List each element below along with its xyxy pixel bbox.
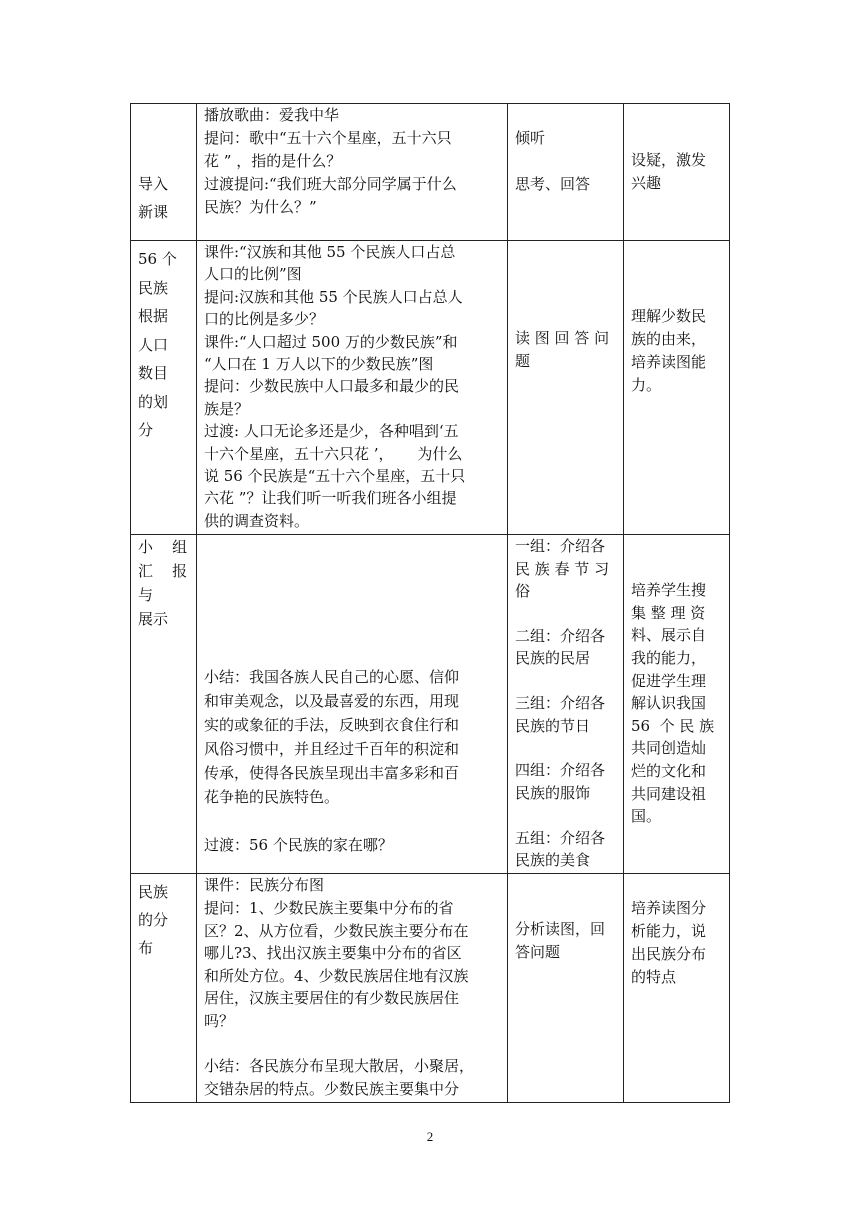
teacher-activity-cell bbox=[197, 874, 508, 1103]
teacher-line: 小结：我国各族人民自己的心愿、信仰 bbox=[204, 668, 460, 687]
student-line: 俗 bbox=[515, 582, 531, 601]
student-line: 倾听 bbox=[515, 129, 546, 147]
student-line: 民族的美食 bbox=[515, 850, 591, 869]
teacher-line: 课件：民族分布图 bbox=[204, 876, 325, 895]
student-line: 一组：介绍各 bbox=[515, 537, 606, 556]
purpose-line: 解认识我国 bbox=[631, 694, 707, 713]
teacher-line: 提问：少数民族中人口最多和最少的民 bbox=[204, 377, 460, 396]
teacher-line: 小结：各民族分布呈现大散居，小聚居， bbox=[204, 1057, 475, 1076]
table-row bbox=[131, 535, 730, 874]
teacher-line: 花争艳的民族特色。 bbox=[204, 788, 340, 807]
stage-line: 小 组 bbox=[138, 538, 188, 557]
purpose-line: 我的能力， bbox=[631, 649, 707, 668]
table-row bbox=[131, 104, 730, 241]
stage-label bbox=[138, 535, 190, 631]
student-line: 民族的节日 bbox=[515, 716, 591, 735]
purpose-line: 集 整 理 资 bbox=[631, 603, 706, 622]
purpose-line: 促进学生理 bbox=[631, 671, 707, 690]
student-line: 民 族 春 节 习 bbox=[515, 559, 610, 578]
teacher-line: 区？2、从方位看，少数民族主要分布在 bbox=[204, 921, 469, 940]
student-line: 二组：介绍各 bbox=[515, 626, 606, 645]
teacher-line: 哪儿?3、找出汉族主要集中分布的省区 bbox=[204, 944, 462, 963]
purpose-line: 料、展示自 bbox=[631, 626, 707, 645]
stage-line: 人口 bbox=[138, 335, 169, 354]
student-line: 四组：介绍各 bbox=[515, 761, 606, 780]
purpose-cell bbox=[624, 104, 730, 241]
teacher-line: 人口的比例”图 bbox=[204, 265, 302, 284]
purpose-line: 析能力，说 bbox=[631, 922, 707, 941]
purpose-line: 兴趣 bbox=[631, 174, 662, 192]
stage-line: 民族 bbox=[138, 278, 169, 297]
stage-line: 分 bbox=[138, 421, 154, 439]
student-line bbox=[515, 150, 617, 173]
purpose-line: 培养读图能 bbox=[631, 353, 707, 371]
purpose-line: 设疑，激发 bbox=[631, 151, 707, 169]
purpose-line: 力。 bbox=[631, 376, 662, 394]
stage-line: 导入 bbox=[138, 175, 169, 193]
purpose-cell bbox=[624, 535, 730, 874]
student-activity-cell bbox=[508, 241, 624, 535]
stage-label bbox=[138, 245, 190, 445]
teacher-line bbox=[204, 809, 501, 833]
stage-cell bbox=[131, 874, 197, 1103]
student-line: 读 图 回 答 问 bbox=[515, 329, 610, 347]
stage-line: 与 bbox=[138, 586, 154, 605]
teacher-line: 口的比例是多少？ bbox=[204, 310, 325, 329]
stage-line: 布 bbox=[138, 939, 154, 958]
teacher-activity-cell bbox=[197, 104, 508, 241]
student-line: 答问题 bbox=[515, 943, 561, 962]
teacher-line: 过渡：56 个民族的家在哪？ bbox=[204, 836, 393, 855]
teacher-line: 供的调查资料。 bbox=[204, 511, 310, 530]
stage-cell bbox=[131, 104, 197, 241]
purpose-line: 族的由来， bbox=[631, 330, 707, 348]
teacher-line: 花 ” ，指的是什么？ bbox=[204, 152, 342, 170]
teacher-line: 提问：1、少数民族主要集中分布的省 bbox=[204, 898, 454, 917]
teacher-line: 和所处方位。4、少数民族居住地有汉族 bbox=[204, 966, 469, 985]
teacher-line: 居住，汉族主要居住的有少数民族居住 bbox=[204, 989, 460, 1008]
teacher-line: 过渡提问:“我们班大部分同学属于什么 bbox=[204, 175, 457, 193]
purpose-line: 出民族分布 bbox=[631, 945, 707, 964]
teacher-line: 风俗习惯中，并且经过千百年的积淀和 bbox=[204, 740, 460, 759]
purpose-line: 国。 bbox=[631, 807, 662, 826]
student-line bbox=[515, 804, 617, 826]
student-line bbox=[515, 737, 617, 759]
teacher-activity-cell bbox=[197, 241, 508, 535]
student-line bbox=[515, 603, 617, 625]
teacher-line bbox=[204, 1033, 501, 1056]
student-line: 题 bbox=[515, 352, 531, 370]
student-line: 民族的民居 bbox=[515, 649, 591, 668]
page-number: 2 bbox=[426, 1129, 434, 1144]
student-activity-cell bbox=[508, 104, 624, 241]
teacher-line: 六花 ”？让我们听一听我们班各小组提 bbox=[204, 489, 457, 508]
stage-line: 民族 bbox=[138, 883, 169, 902]
purpose-line: 理解少数民 bbox=[631, 307, 707, 325]
teacher-line: 传承，使得各民族呈现出丰富多彩和百 bbox=[204, 764, 460, 783]
teacher-line: 吗？ bbox=[204, 1011, 235, 1030]
teacher-line: 课件:“人口超过 500 万的少数民族”和 bbox=[204, 332, 458, 351]
student-line: 思考、回答 bbox=[515, 175, 591, 193]
teacher-line: 族是？ bbox=[204, 399, 250, 418]
stage-label bbox=[138, 170, 190, 226]
stage-label bbox=[138, 878, 190, 962]
teacher-line: “人口在 1 万人以下的少数民族”图 bbox=[204, 355, 434, 374]
student-line: 民族的服饰 bbox=[515, 783, 591, 802]
stage-line: 新课 bbox=[138, 203, 169, 221]
student-activity-cell bbox=[508, 874, 624, 1103]
teacher-line: 课件:“汉族和其他 55 个民族人口占总 bbox=[204, 243, 456, 261]
stage-line: 汇 报 bbox=[138, 562, 188, 581]
teacher-line: 过渡: 人口无论多还是少，各种唱到‘五 bbox=[204, 422, 459, 441]
teacher-line: 和审美观念，以及最喜爱的东西，用现 bbox=[204, 692, 460, 711]
teacher-line: 说 56 个民族是“五十六个星座，五十只 bbox=[204, 467, 466, 486]
table-row bbox=[131, 874, 730, 1103]
purpose-cell bbox=[624, 874, 730, 1103]
student-activity-cell bbox=[508, 535, 624, 874]
teacher-line: 交错杂居的特点。少数民族主要集中分 bbox=[204, 1079, 460, 1098]
student-line: 三组：介绍各 bbox=[515, 694, 606, 713]
teacher-line: 提问：歌中“五十六个星座，五十六只 bbox=[204, 129, 452, 147]
purpose-line: 56 个 民 族 bbox=[631, 716, 715, 735]
stage-cell bbox=[131, 241, 197, 535]
table-row bbox=[131, 241, 730, 535]
student-line: 五组：介绍各 bbox=[515, 828, 606, 847]
student-line: 分析读图，回 bbox=[515, 920, 606, 939]
stage-line: 根据 bbox=[138, 307, 169, 325]
teacher-line: 实的或象征的手法，反映到衣食住行和 bbox=[204, 716, 460, 735]
purpose-line: 培养学生搜 bbox=[631, 581, 707, 600]
stage-line: 56 个 bbox=[138, 250, 177, 268]
stage-line: 的划 bbox=[138, 392, 169, 411]
purpose-line: 的特点 bbox=[631, 968, 677, 987]
purpose-line: 共同建设祖 bbox=[631, 784, 707, 803]
stage-cell bbox=[131, 535, 197, 874]
teacher-activity-cell bbox=[197, 535, 508, 874]
teacher-line: 民族？为什么？” bbox=[204, 198, 317, 216]
teacher-line: 播放歌曲：爱我中华 bbox=[204, 106, 340, 124]
purpose-line: 共同创造灿 bbox=[631, 739, 707, 758]
purpose-cell bbox=[624, 241, 730, 535]
purpose-line: 烂的文化和 bbox=[631, 762, 707, 781]
teacher-line: 提问:汉族和其他 55 个民族人口占总人 bbox=[204, 287, 463, 306]
stage-line: 数目 bbox=[138, 364, 169, 382]
student-line bbox=[515, 670, 617, 692]
purpose-line: 培养读图分 bbox=[631, 899, 707, 918]
stage-line: 展示 bbox=[138, 610, 169, 629]
stage-line: 的分 bbox=[138, 911, 169, 930]
lesson-plan-table bbox=[130, 103, 730, 1103]
teacher-line: 十六个星座，五十六只花 ’， 为什么 bbox=[204, 444, 463, 463]
